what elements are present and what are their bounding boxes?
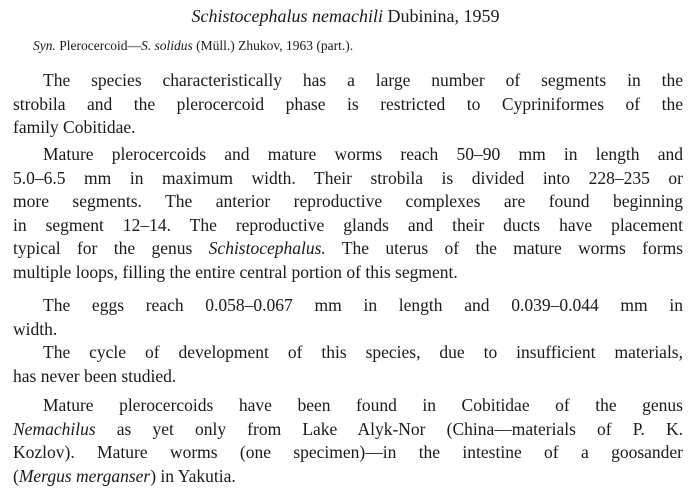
paragraph-line: has never been studied.	[13, 365, 177, 386]
paragraph-2	[13, 143, 683, 284]
paragraph-5	[13, 394, 683, 488]
paragraph-text: as yet only from Lake Alyk-Nor (China—materials of P. K.	[95, 418, 683, 439]
paragraph-line: strobila and the plerocercoid phase is restricted to Cypriniformes of the	[13, 93, 683, 114]
paragraph-3	[13, 294, 683, 341]
paragraph-line: 5.0–6.5 mm in maximum width. Their strobila is divided into 228–235 or	[13, 167, 683, 188]
paragraph-line: Mature plerocercoids and mature worms reach 50–90 mm in length and	[43, 144, 683, 164]
species-name: Mergus merganser	[18, 465, 151, 486]
paragraph-line	[13, 465, 683, 489]
paragraph-line	[13, 237, 683, 261]
synonym-prefix: Syn.	[33, 38, 56, 53]
genus-name: Schistocephalus.	[208, 238, 326, 258]
paragraph-text: (	[13, 465, 19, 486]
genus-name: Nemachilus	[13, 418, 96, 439]
paragraph-line: width.	[13, 318, 58, 339]
paragraph-line	[13, 418, 683, 442]
paragraph-line: multiple loops, filling the entire central portion of this segment.	[13, 261, 458, 282]
paragraph-line: Mature plerocercoids have been found in Cobitidae of the genus	[43, 395, 683, 415]
paragraph-line: The cycle of development of this species, due to insufficient materials,	[43, 342, 683, 362]
paragraph-text: The uterus of the mature worms forms	[325, 238, 683, 258]
synonym-text-a: Plerocercoid—	[55, 38, 141, 53]
species-heading	[0, 5, 691, 27]
paragraph-line: The eggs reach 0.058–0.067 mm in length and 0.039–0.044 mm in	[43, 295, 683, 315]
paragraph-line: The species characteristically has a large number of segments in the	[43, 70, 683, 90]
species-name: Schistocephalus nemachili	[191, 6, 383, 26]
paragraph-line: family Cobitidae.	[13, 117, 136, 137]
synonym-text-b: (Müll.) Zhukov, 1963 (part.).	[192, 38, 354, 53]
author-year: Dubinina, 1959	[382, 6, 500, 26]
synonym-line	[33, 37, 353, 55]
paragraph-line: in segment 12–14. The reproductive glands and their ducts have placement	[13, 214, 683, 235]
paragraph-text: typical for the genus	[13, 238, 209, 258]
paragraph-line: more segments. The anterior reproductive complexes are found beginning	[13, 191, 683, 211]
paragraph-4	[13, 341, 683, 388]
synonym-species: S. solidus	[140, 38, 193, 53]
paragraph-1	[13, 69, 683, 140]
paragraph-text: ) in Yakutia.	[150, 465, 236, 486]
paragraph-line: Kozlov). Mature worms (one specimen)—in the intestine of a goosander	[13, 442, 683, 462]
